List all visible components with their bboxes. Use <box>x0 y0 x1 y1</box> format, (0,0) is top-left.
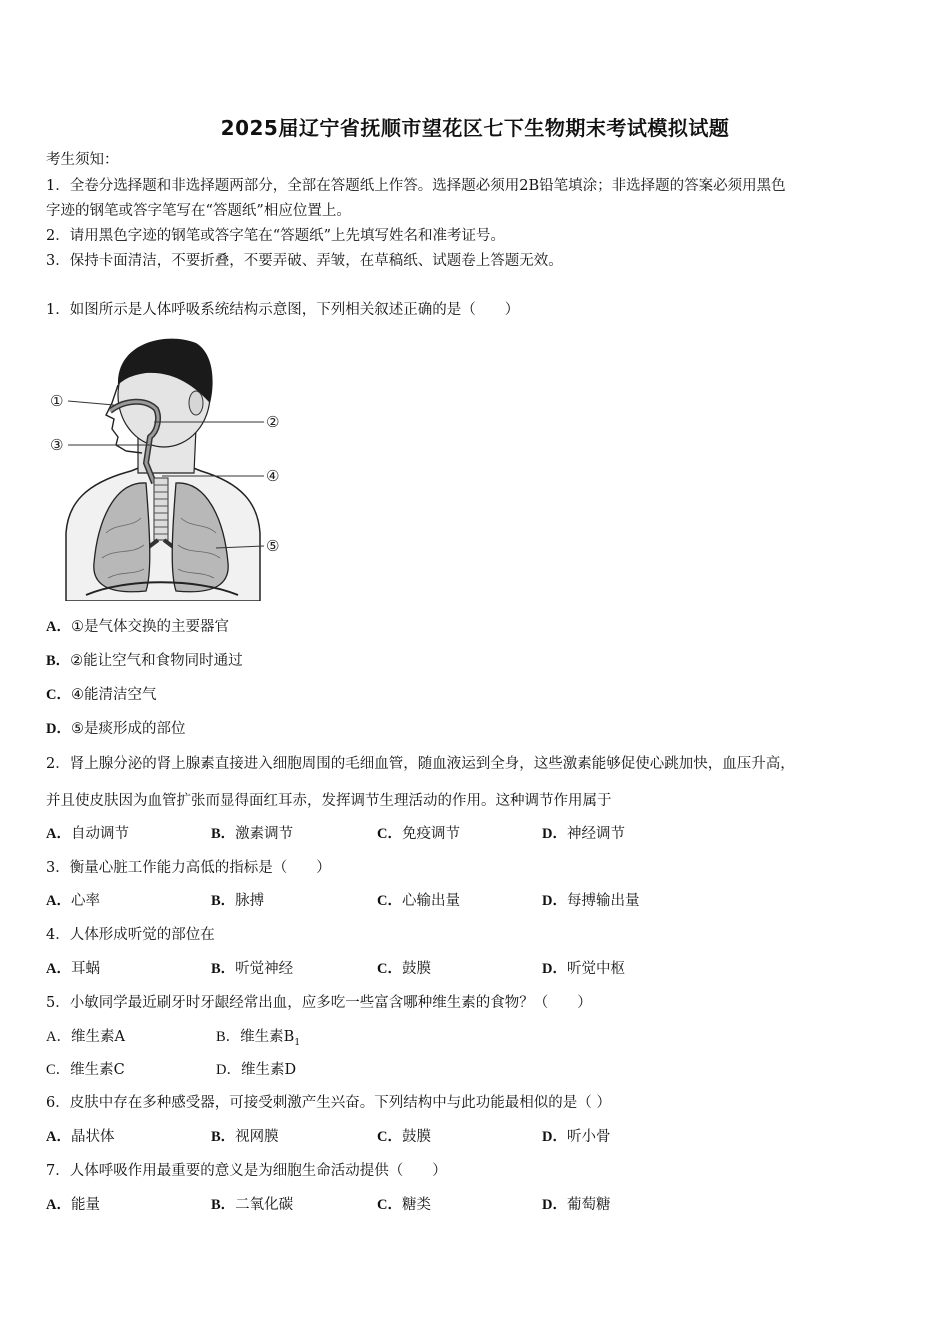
q3-option-b: B．脉搏 <box>211 893 265 909</box>
notice-item-1: 1．全卷分选择题和非选择题两部分，全部在答题纸上作答。选择题必须用2B铅笔填涂；非选择题的答案必须用黑色 <box>46 178 786 194</box>
q4-stem: 4．人体形成听觉的部位在 <box>46 927 215 943</box>
q7-option-c: C．糖类 <box>377 1197 431 1213</box>
q5-option-d: D．维生素D <box>216 1062 297 1078</box>
respiratory-diagram-svg <box>46 333 292 601</box>
notice-item-1-cont: 字迹的钢笔或答字笔写在“答题纸”相应位置上。 <box>46 203 351 219</box>
q4-option-a: A．耳蜗 <box>46 961 100 977</box>
q3-option-a: A．心率 <box>46 893 100 909</box>
q4-option-d: D．听觉中枢 <box>542 961 625 977</box>
q5-option-b: B．维生素$B_1$ <box>216 1029 301 1048</box>
q5-stem: 5．小敏同学最近刷牙时牙龈经常出血，应多吃一些富含哪种维生素的食物？（ ） <box>46 995 592 1011</box>
notice-item-3: 3．保持卡面清洁，不要折叠，不要弄破、弄皱，在草稿纸、试题卷上答题无效。 <box>46 253 563 269</box>
notice-item-2: 2．请用黑色字迹的钢笔或答字笔在“答题纸”上先填写姓名和准考证号。 <box>46 228 506 244</box>
q6-option-b: B．视网膜 <box>211 1129 279 1145</box>
q3-option-d: D．每搏输出量 <box>542 893 640 909</box>
trachea <box>154 478 168 540</box>
figure-label-4: ④ <box>266 467 280 485</box>
q6-option-c: C．鼓膜 <box>377 1129 431 1145</box>
notice-heading: 考生须知： <box>46 152 119 168</box>
q2-stem-line2: 并且使皮肤因为血管扩张而显得面红耳赤，发挥调节生理活动的作用。这种调节作用属于 <box>46 793 612 809</box>
q6-stem: 6．皮肤中存在多种感受器，可接受刺激产生兴奋。下列结构中与此功能最相似的是（ ） <box>46 1095 611 1111</box>
q1-stem: 1．如图所示是人体呼吸系统结构示意图，下列相关叙述正确的是（ ） <box>46 302 520 318</box>
q5-option-a: A．维生素A <box>46 1029 125 1045</box>
q3-stem: 3．衡量心脏工作能力高低的指标是（ ） <box>46 860 331 876</box>
q4-option-c: C．鼓膜 <box>377 961 431 977</box>
q1-option-a: A．①是气体交换的主要器官 <box>46 619 229 635</box>
q7-option-b: B．二氧化碳 <box>211 1197 294 1213</box>
q2-stem-line1: 2．肾上腺分泌的肾上腺素直接进入细胞周围的毛细血管，随血液运到全身，这些激素能够促使心跳加快，血压升高， <box>46 756 795 772</box>
ear <box>189 391 203 415</box>
q3-option-c: C．心输出量 <box>377 893 460 909</box>
q2-option-c: C．免疫调节 <box>377 826 460 842</box>
q6-option-d: D．听小骨 <box>542 1129 611 1145</box>
q2-option-d: D．神经调节 <box>542 826 625 842</box>
figure-label-2: ② <box>266 413 280 431</box>
q1-option-b: B．②能让空气和食物同时通过 <box>46 653 243 669</box>
q7-stem: 7．人体呼吸作用最重要的意义是为细胞生命活动提供（ ） <box>46 1163 447 1179</box>
q5-option-c: C．维生素C <box>46 1062 125 1078</box>
q7-option-a: A．能量 <box>46 1197 100 1213</box>
q4-option-b: B．听觉神经 <box>211 961 294 977</box>
page-title: 2025届辽宁省抚顺市望花区七下生物期末考试模拟试题 <box>220 116 730 140</box>
respiratory-system-figure <box>46 333 292 601</box>
q7-option-d: D．葡萄糖 <box>542 1197 611 1213</box>
figure-label-3: ③ <box>50 436 64 454</box>
q2-option-a: A．自动调节 <box>46 826 129 842</box>
q1-option-d: D．⑤是痰形成的部位 <box>46 721 186 737</box>
figure-label-5: ⑤ <box>266 537 280 555</box>
q2-option-b: B．激素调节 <box>211 826 294 842</box>
figure-label-1: ① <box>50 392 64 410</box>
q6-option-a: A．晶状体 <box>46 1129 115 1145</box>
q1-option-c: C．④能清洁空气 <box>46 687 157 703</box>
